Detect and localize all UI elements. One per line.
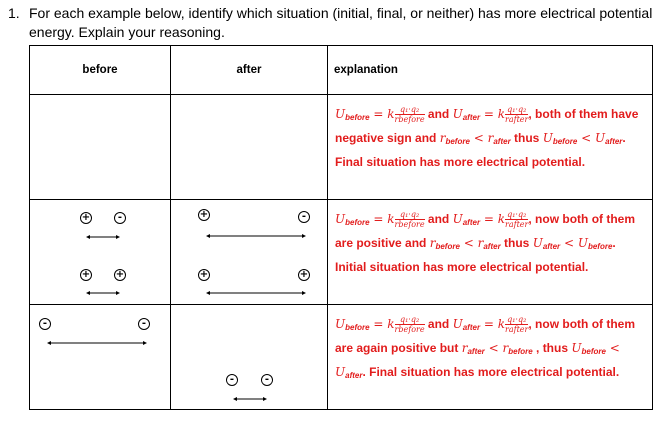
table-row — [30, 200, 653, 305]
positive-charge-icon: + — [115, 269, 125, 280]
explanation-cell — [328, 305, 653, 410]
question-number: 1. — [8, 5, 20, 21]
explanation-cell — [328, 200, 653, 305]
header-row — [30, 46, 653, 95]
positive-charge-icon: + — [199, 209, 209, 220]
before-cell — [30, 95, 171, 223]
header-explanation: explanation — [328, 46, 653, 95]
after-cell — [171, 200, 328, 305]
header-after: after — [171, 46, 328, 95]
explanation-cell — [328, 95, 653, 200]
after-cell — [171, 95, 328, 222]
negative-charge-icon: - — [226, 374, 238, 386]
after-cell — [171, 305, 328, 410]
table-row — [30, 305, 653, 410]
positive-charge-icon: + — [81, 269, 91, 280]
header-before: before — [30, 46, 171, 95]
before-cell — [30, 305, 171, 410]
distance-arrow-icon — [47, 340, 147, 346]
negative-charge-icon: - — [261, 374, 273, 386]
table-row — [30, 95, 653, 200]
explanation-text: $U_{before} = k$ $\frac{\text{q₁·q₂}}{\text{rbefore}}$ and $U_{after} = k$ $\frac{\text{q₁·q₂}}{\text{rafter}}$ , both of them have negative sign and $r_{before} < r_{after}$ thus $U_{before} < U_{after}$. Final situation has more electrical potential. — [335, 105, 639, 169]
question-text: For each example below, identify which situation (initial, final, or neither) has more electrical potential energy. Explain your reasoning. — [29, 5, 653, 40]
negative-charge-icon: - — [138, 318, 150, 330]
positive-charge-icon: + — [81, 212, 91, 223]
explanation-text: $U_{before} = k$ $\frac{\text{q₁·q₂}}{\text{rbefore}}$ and $U_{after} = k$ $\frac{\text{q₁·q₂}}{\text{rafter}}$ , now both of them are positive and $r_{before} < r_{after}$ thus $U_{after} < U_{before}$. Initial situation has more electrical potential. — [335, 210, 636, 274]
distance-arrow-icon — [206, 290, 306, 296]
positive-charge-icon: + — [199, 269, 209, 280]
distance-arrow-icon — [86, 290, 120, 296]
comparison-table — [29, 45, 653, 410]
negative-charge-icon: - — [298, 211, 310, 223]
before-cell — [30, 200, 171, 305]
negative-charge-icon: - — [114, 212, 126, 224]
distance-arrow-icon — [233, 396, 267, 402]
explanation-text: $U_{before} = k$ $\frac{\text{q₁·q₂}}{\text{rbefore}}$ and $U_{after} = k$ $\frac{\text{q₁·q₂}}{\text{rafter}}$ , now both of them are again positive but $r_{after} < r_{before}$ , thus $U_{before} < U_{after}$. Final situation has more electrical potential. — [335, 315, 636, 380]
positive-charge-icon: + — [299, 269, 309, 280]
negative-charge-icon: - — [39, 318, 51, 330]
